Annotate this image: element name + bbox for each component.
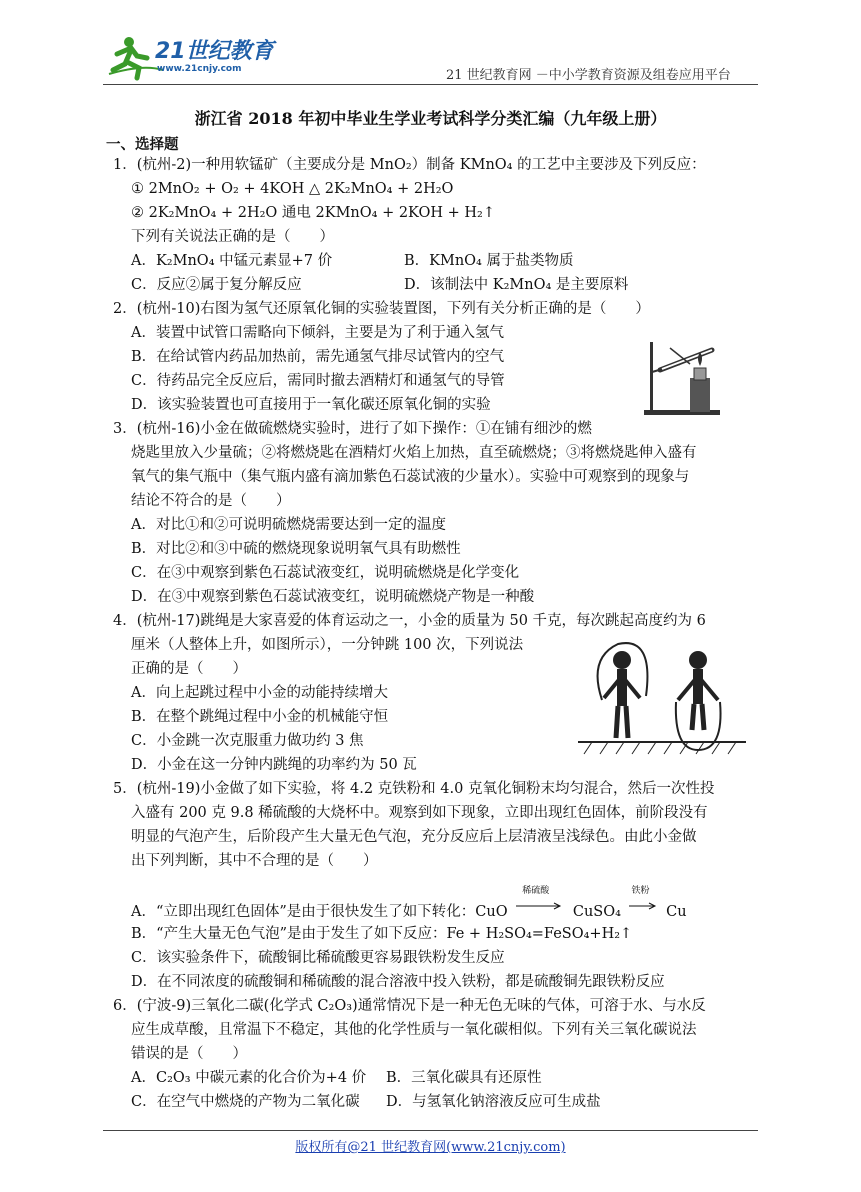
q4-line-2: 厘米（人整体上升，如图所示），一分钟跳 100 次，下列说法 (131, 637, 524, 653)
q2-option-a: A．装置中试管口需略向下倾斜，主要是为了利于通入氢气 (131, 325, 504, 341)
q3-option-b: B．对比②和③中硫的燃烧现象说明氧气具有助燃性 (131, 541, 461, 557)
q3-line-1: 3．(杭州-16)小金在做硫燃烧实验时，进行了如下操作：①在铺有细沙的燃 (113, 421, 592, 437)
q5-option-d: D．在不同浓度的硫酸铜和稀硫酸的混合溶液中投入铁粉，都是硫酸铜先跟铁粉反应 (131, 974, 665, 990)
q1-reaction-2: ② 2K₂MnO₄ + 2H₂O 通电 2KMnO₄ + 2KOH + H₂↑ (131, 205, 496, 221)
q6-line-2: 应生成草酸，且常温下不稳定，其他的化学性质与一氧化碳相似。下列有关三氧化碳说法 (131, 1022, 697, 1038)
q5-line-2: 入盛有 200 克 9.8 稀硫酸的大烧杯中。观察到如下现象，立即出现红色固体，前阶段没有 (131, 805, 708, 821)
q5-option-a-text: A．“立即出现红色固体”是由于很快发生了如下转化：CuO (131, 904, 508, 920)
q3-line-3: 氧气的集气瓶中（集气瓶内盛有滴加紫色石蕊试液的少量水）。实验中可观察到的现象与 (131, 469, 690, 485)
footer-divider (103, 1130, 758, 1131)
arrow-1-label: 稀硫酸 (522, 886, 550, 896)
q2-option-c: C．待药品完全反应后，需同时撤去酒精灯和通氢气的导管 (131, 373, 505, 389)
q4-option-d: D．小金在这一分钟内跳绳的功率约为 50 瓦 (131, 757, 417, 773)
q1-option-a: A．K₂MnO₄ 中锰元素显+7 价 (131, 253, 333, 269)
q6-option-a: A．C₂O₃ 中碳元素的化合价为+4 价 (131, 1070, 367, 1086)
q2-stem: 2．(杭州-10)右图为氢气还原氧化铜的实验装置图，下列有关分析正确的是（ ） (113, 301, 650, 317)
q5-line-3: 明显的气泡产生，后阶段产生大量无色气泡，充分反应后上层清液呈浅绿色。由此小金做 (131, 829, 697, 845)
q3-line-4: 结论不符合的是（ ） (131, 493, 291, 509)
q3-option-c: C．在③中观察到紫色石蕊试液变红，说明硫燃烧是化学变化 (131, 565, 520, 581)
right-arrow-icon (629, 902, 659, 910)
logo-url: www.21cnjy.com (157, 64, 242, 74)
q6-line-3: 错误的是（ ） (131, 1046, 247, 1062)
logo-text: 21世纪教育 (155, 39, 274, 64)
q5-option-a (131, 886, 687, 922)
right-arrow-icon (516, 902, 564, 910)
q5-option-a-mid: CuSO₄ (572, 904, 621, 920)
q1-option-c: C．反应②属于复分解反应 (131, 277, 302, 293)
header-divider (103, 84, 758, 85)
q1-stem: 1．(杭州-2)一种用软锰矿（主要成分是 MnO₂）制备 KMnO₄ 的工艺中主要涉及下列反应： (113, 157, 706, 173)
arrow-2-label: 铁粉 (631, 886, 650, 896)
page-title: 浙江省 2018 年初中毕业生学业考试科学分类汇编（九年级上册） (194, 109, 667, 128)
q5-option-b: B．“产生大量无色气泡”是由于发生了如下反应：Fe + H₂SO₄=FeSO₄+H₂↑ (131, 926, 633, 942)
q2-option-d: D．该实验装置也可直接用于一氧化碳还原氧化铜的实验 (131, 397, 491, 413)
q1-option-b: B．KMnO₄ 属于盐类物质 (404, 253, 574, 269)
q4-option-c: C．小金跳一次克服重力做功约 3 焦 (131, 733, 364, 749)
q4-line-1: 4．(杭州-17)跳绳是大家喜爱的体育运动之一，小金的质量为 50 千克，每次跳起高度约为 6 (113, 613, 706, 629)
q3-line-2: 烧匙里放入少量硫；②将燃烧匙在酒精灯火焰上加热，直至硫燃烧；③将燃烧匙伸入盛有 (131, 445, 697, 461)
site-logo (103, 30, 273, 82)
q3-option-a: A．对比①和②可说明硫燃烧需要达到一定的温度 (131, 517, 446, 533)
q3-option-d: D．在③中观察到紫色石蕊试液变红，说明硫燃烧产物是一种酸 (131, 589, 535, 605)
q5-line-4: 出下列判断，其中不合理的是（ ） (131, 853, 378, 869)
q5-option-a-end: Cu (666, 904, 687, 920)
q1-reaction-1: ① 2MnO₂ + O₂ + 4KOH △ 2K₂MnO₄ + 2H₂O (131, 181, 454, 197)
q6-option-b: B．三氧化碳具有还原性 (386, 1070, 542, 1086)
q6-option-d: D．与氢氧化钠溶液反应可生成盐 (386, 1094, 601, 1110)
q1-option-d: D．该制法中 K₂MnO₄ 是主要原料 (404, 277, 629, 293)
q6-option-c: C．在空气中燃烧的产物为二氧化碳 (131, 1094, 360, 1110)
header-site-name: 21 世纪教育网 －中小学教育资源及组卷应用平台 (446, 68, 731, 83)
q4-line-3: 正确的是（ ） (131, 661, 247, 677)
q4-option-a: A．向上起跳过程中小金的动能持续增大 (131, 685, 388, 701)
q1-ask: 下列有关说法正确的是（ ） (131, 229, 334, 245)
section-heading: 一、选择题 (106, 136, 179, 153)
reaction-arrow-1 (512, 886, 568, 916)
rope-jumping-figure (578, 638, 746, 760)
q6-line-1: 6．(宁波-9)三氧化二碳(化学式 C₂O₃)通常情况下是一种无色无味的气体，可溶于水、与水反 (113, 998, 706, 1014)
q5-line-1: 5．(杭州-19)小金做了如下实验，将 4.2 克铁粉和 4.0 克氧化铜粉末均匀混合，然后一次性投 (113, 781, 715, 797)
q2-option-b: B．在给试管内药品加热前，需先通氢气排尽试管内的空气 (131, 349, 505, 365)
hydrogen-reduction-apparatus-figure (640, 322, 725, 418)
q4-option-b: B．在整个跳绳过程中小金的机械能守恒 (131, 709, 389, 725)
reaction-arrow-2 (626, 886, 662, 916)
footer-copyright-link[interactable]: 版权所有@21 世纪教育网(www.21cnjy.com) (295, 1140, 566, 1155)
q5-option-c: C．该实验条件下，硫酸铜比稀硫酸更容易跟铁粉发生反应 (131, 950, 505, 966)
